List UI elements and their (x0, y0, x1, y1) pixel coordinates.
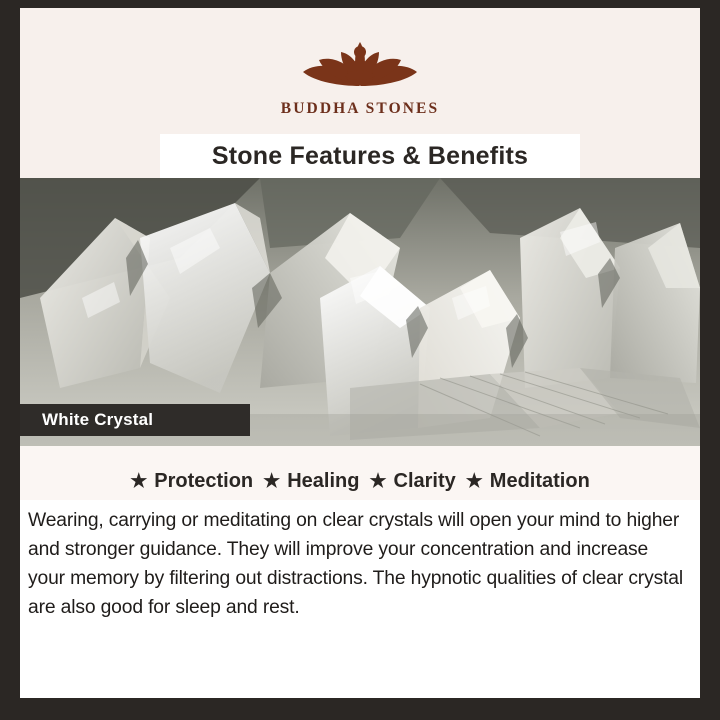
page-title-text: Stone Features & Benefits (211, 141, 529, 170)
benefits-list (20, 462, 700, 500)
benefit-item (258, 470, 364, 493)
description-paragraph: Wearing, carrying or meditating on clear crystals will open your mind to higher and stronger guidance. They will improve your concentration and increase your memory by filtering out distractions. The hypnotic qualities of clear crystal are also good for sleep and rest. (28, 510, 683, 618)
benefit-item (461, 470, 595, 493)
benefit-label: Healing (287, 469, 360, 492)
star-icon: ★ (130, 470, 148, 492)
benefit-label: Protection (154, 469, 254, 492)
frame-right-border (700, 0, 720, 720)
benefit-label: Meditation (489, 469, 590, 492)
benefit-item (364, 470, 460, 493)
hero-caption-badge (20, 404, 250, 436)
star-icon: ★ (465, 470, 483, 492)
frame-bottom-inner-strip (20, 682, 700, 698)
header-band (20, 8, 700, 178)
benefit-label: Clarity (393, 469, 456, 492)
star-icon: ★ (263, 470, 281, 492)
frame-top-right-strip (200, 0, 720, 8)
page-title (160, 134, 580, 178)
hero-caption-text: White Crystal (42, 410, 154, 429)
brand-name: BUDDHA STONES (280, 100, 440, 117)
frame-left-border (0, 0, 20, 720)
lotus-meditation-figure-icon (285, 30, 435, 98)
benefit-item (125, 470, 258, 493)
brand-logo (20, 30, 700, 118)
star-icon: ★ (369, 470, 387, 492)
frame-bottom-border (0, 698, 720, 720)
